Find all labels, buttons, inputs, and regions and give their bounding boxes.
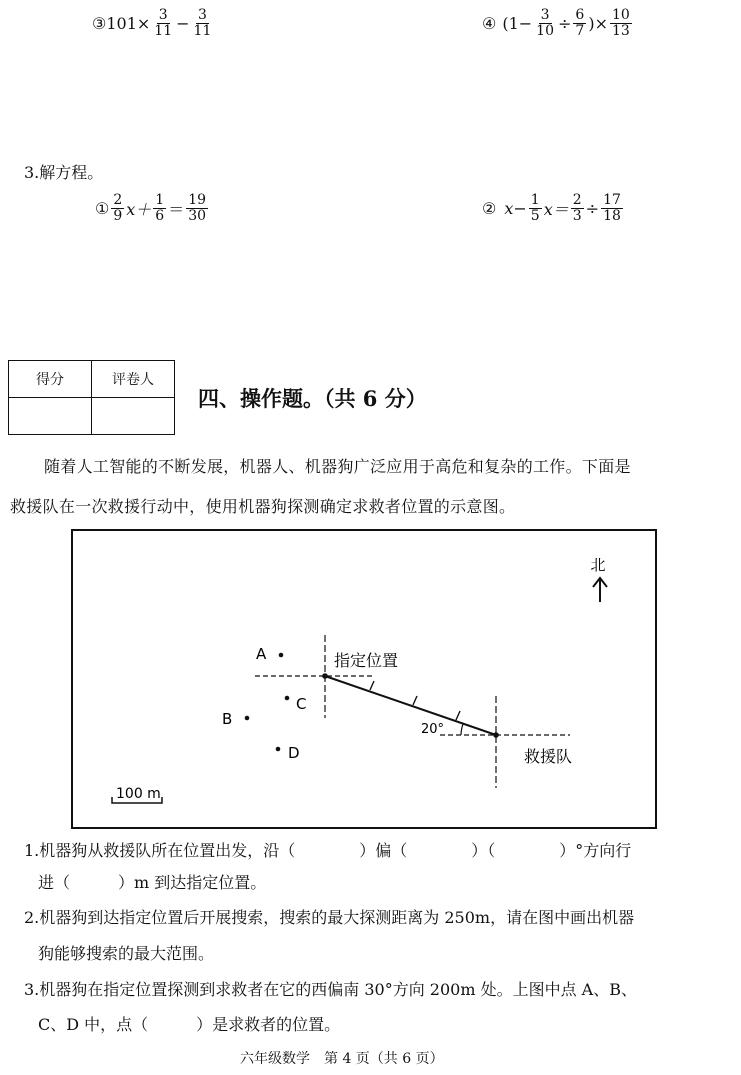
target-crosshair xyxy=(255,635,375,718)
scale-label: 100 m xyxy=(116,786,161,802)
angle-label: 20° xyxy=(421,722,445,737)
fraction: $\frac{2}{3}$ xyxy=(572,192,582,224)
calc-item-3 xyxy=(92,8,215,38)
expr-text: ÷ xyxy=(585,198,600,218)
intro-line-1: 随着人工智能的不断发展，机器人、机器狗广泛应用于高危和复杂的工作。下面是 xyxy=(44,457,631,476)
team-label: 救援队 xyxy=(524,747,573,766)
expr-text: x− xyxy=(504,198,527,218)
question-3-line-2: C、D 中，点（ ）是求救者的位置。 xyxy=(38,1015,341,1034)
question-1-line-1: 1.机器狗从救援队所在位置出发，沿（ ）偏（ ）（ ）°方向行 xyxy=(24,841,632,860)
expr-text: x＝ xyxy=(543,199,569,219)
point-c-label: C xyxy=(296,695,307,713)
fraction: $\frac{2}{9}$ xyxy=(113,192,123,224)
fraction: $\frac{3}{11}$ xyxy=(154,7,173,39)
expr-text: ＝ xyxy=(168,199,185,219)
fraction: $\frac{17}{18}$ xyxy=(603,192,621,224)
point-a xyxy=(279,653,284,658)
target-label: 指定位置 xyxy=(334,651,399,670)
fraction: $\frac{10}{13}$ xyxy=(611,7,630,39)
fraction: $\frac{1}{6}$ xyxy=(155,192,165,224)
point-c xyxy=(285,696,290,701)
item-marker: ③ xyxy=(92,13,107,33)
diagram-frame xyxy=(72,530,656,828)
expr-text: x＋ xyxy=(126,199,152,219)
expr-text: ÷ xyxy=(558,13,572,33)
grader-header: 评卷人 xyxy=(92,361,175,398)
intro-line-2: 救援队在一次救援行动中，使用机器狗探测确定求救者位置的示意图。 xyxy=(10,497,516,516)
team-crosshair xyxy=(440,696,573,788)
question-2-line-2: 狗能够搜索的最大范围。 xyxy=(38,944,215,963)
expr-text: (1− xyxy=(502,13,533,33)
item-marker: ④ xyxy=(482,13,497,33)
item-marker: ① xyxy=(95,198,110,218)
expr-text: − xyxy=(176,13,190,33)
score-box xyxy=(8,360,175,435)
expr-text: 101× xyxy=(106,13,151,33)
section-title: 3.解方程。 xyxy=(24,163,104,182)
fraction: $\frac{19}{30}$ xyxy=(188,192,207,224)
page-footer: 六年级数学 第 4 页（共 6 页） xyxy=(240,1051,444,1067)
fraction: $\frac{1}{5}$ xyxy=(530,192,540,224)
scale-ticks xyxy=(370,681,460,720)
score-header: 得分 xyxy=(9,361,92,398)
question-1-line-2: 进（ ）m 到达指定位置。 xyxy=(38,873,267,892)
calc-item-4 xyxy=(482,8,634,38)
score-cell[interactable] xyxy=(9,398,92,435)
point-b xyxy=(245,716,250,721)
team-point xyxy=(493,732,499,738)
fraction: $\frac{6}{7}$ xyxy=(575,7,585,39)
point-d xyxy=(276,747,281,752)
route-line xyxy=(325,676,496,735)
section-heading: 四、操作题。（共 6 分） xyxy=(198,386,427,411)
point-a-label: A xyxy=(256,645,267,663)
equation-2 xyxy=(482,193,625,223)
target-point xyxy=(322,673,328,679)
point-b-label: B xyxy=(222,710,233,728)
grader-cell[interactable] xyxy=(92,398,175,435)
fraction: $\frac{3}{10}$ xyxy=(536,7,554,39)
expr-text: )× xyxy=(588,13,608,33)
question-2-line-1: 2.机器狗到达指定位置后开展搜索，搜索的最大探测距离为 250m，请在图中画出机器 xyxy=(24,908,635,927)
north-label: 北 xyxy=(590,556,606,574)
question-3-line-1: 3.机器狗在指定位置探测到求救者在它的西偏南 30°方向 200m 处。上图中点 A、B、 xyxy=(24,980,637,999)
rescue-diagram xyxy=(70,528,658,830)
fraction: $\frac{3}{11}$ xyxy=(193,7,212,39)
north-arrow-icon xyxy=(593,578,607,602)
point-d-label: D xyxy=(288,744,300,762)
equation-1 xyxy=(95,193,210,223)
item-marker: ② xyxy=(482,198,497,218)
angle-arc xyxy=(461,724,463,735)
